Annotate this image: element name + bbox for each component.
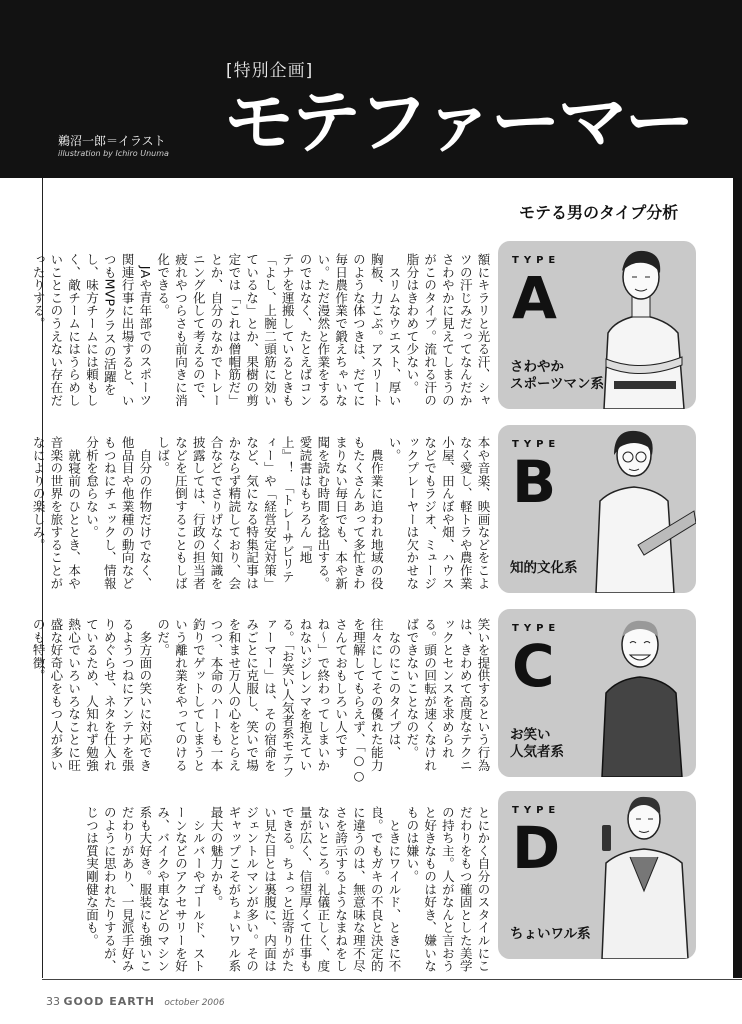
type-label: TYPE xyxy=(512,439,561,450)
type-b-article: 本や音楽、映画などをこよなく愛し、軽トラや農作業小屋、田んぼや畑、ハウスなどでもラジオ、ミュージックプレーヤーは欠かせない。 農作業に追われ地域の役もたくさんあって多忙きわまりない毎日でも、本や新聞を読む時間を捻出する。愛読書はもちろん『地上』！ 「トレーサビリティー」や「経営安定対策」など、気になる特集記事はかならず精読しており、会合などでさりげなく知識を披露しては、行政の担当者などを圧倒することもしばしば。 自分の作物だけでなく、他品目や他業種の動向などもつねにチェックし、情報分析を怠らない。 就寝前のひととき、本や音楽の世界を旅することがなによりの楽しみ。 xyxy=(31,436,491,590)
type-letter: D xyxy=(512,814,561,882)
issue-date: october 2006 xyxy=(164,998,225,1008)
type-c-article: 笑いを提供するという行為は、きわめて高度なテクニックとセンスを求められる。頭の回転が速くなければできないことなのだ。 なのにこのタイプは、往々にしてその優れた能力を理解してもらえず、「○○さんておもしろい人ですね〜」で終わってしまいかねないジレンマを抱えている。「お笑い人気者系モテファーマー」は、その宿命をみごとに克服し、笑いで場を和ませ万人の心をとらえつつ、本命のハートも一本釣りでゲットしてしまうという離れ業をやってのけるのだ。 多方面の笑いに対応できるようつねにアンテナを張りめぐらせ、ネタを仕入れているため、人知れず勉強熱心でいろいろなことに旺盛な好奇心をもつ人が多いのも特徴。 xyxy=(31,618,491,784)
illustrator-credit-en: illustration by Ichiro Unuma xyxy=(58,149,169,158)
section-title: モテる男のタイプ分析 xyxy=(519,203,679,222)
footer xyxy=(46,995,225,1008)
type-label: TYPE xyxy=(512,805,561,816)
type-d-article: とにかく自分のスタイルにこだわりをもつ確固とした美学の持ち主。人がなんと言おうと好きなものは好き、嫌いなものは嫌い。 ときにワイルド、ときに不良。でもガキの不良と決定的に違うのは、無意味な理不尽さを誇示するようなまねをしないところ。礼儀正しく、度量が広く、信望厚くて仕事もできる。ちょっと近寄りがたい見た目とは裏腹に、内面はジェントルマンが多い。そのギャップこそがちょいワル系最大の魅力かも。 シルバーやゴールド、ストーンなどのアクセサリーを好み、バイクや車などのマシン系も大好き。服装にも強いこだわりがあり、一見派手好みのように思われたりするが、じつは質実剛健な面も。 xyxy=(84,806,491,973)
type-c-card xyxy=(498,609,696,777)
page-number: 33 xyxy=(46,995,60,1008)
type-name: 知的文化系 xyxy=(510,560,578,576)
comedian-man-illustration xyxy=(586,609,696,777)
sporty-man-illustration xyxy=(586,241,696,409)
type-letter: A xyxy=(512,264,557,332)
type-letter: C xyxy=(512,632,555,700)
bad-boy-man-illustration xyxy=(592,791,696,959)
header-banner xyxy=(0,0,742,178)
reading-man-illustration xyxy=(584,425,696,593)
right-edge-bar xyxy=(733,178,742,978)
type-name: お笑い 人気者系 xyxy=(510,727,564,760)
illustrator-credit: 鵜沼一郎＝イラスト xyxy=(58,134,166,148)
magazine-name: GOOD EARTH xyxy=(63,995,155,1008)
page-title: モテファーマー xyxy=(224,81,692,163)
type-d-card xyxy=(498,791,696,959)
type-name: ちょいワル系 xyxy=(510,926,591,942)
type-name: さわやか スポーツマン系 xyxy=(510,359,604,392)
special-feature-label: [特別企画] xyxy=(226,61,314,81)
footer-rule xyxy=(42,979,742,980)
type-label: TYPE xyxy=(512,623,561,634)
type-a-article: 額にキラリと光る汗、シャツの汗じみだってなんだかさわやかに見えてしまうのがこのタイプ。流れる汗の脂分はきわめて少ない。 スリムなウエスト、厚い胸板、力こぶ。アスリートのような体つきは、だてに毎日農作業で鍛えちゃいない。ただ漫然と作業をするのではなく、たとえばコンテナを運搬しているときも「よし、上腕二頭筋に効いているな」とか、果樹の剪定では「これは僧帽筋だ」とか、自分のなかでトレーニング化して考えるので、疲れやつらさも前向きに消化できる。 JAや青年部でのスポーツ関連行事に出場すると、いつもMVPクラスの活躍をし、味方チームには頼もしく、敵チームにはうらめしいことこのうえない存在だったりする。 xyxy=(31,253,491,407)
type-a-card xyxy=(498,241,696,409)
type-label: TYPE xyxy=(512,255,561,266)
type-b-card xyxy=(498,425,696,593)
type-letter: B xyxy=(512,448,557,516)
